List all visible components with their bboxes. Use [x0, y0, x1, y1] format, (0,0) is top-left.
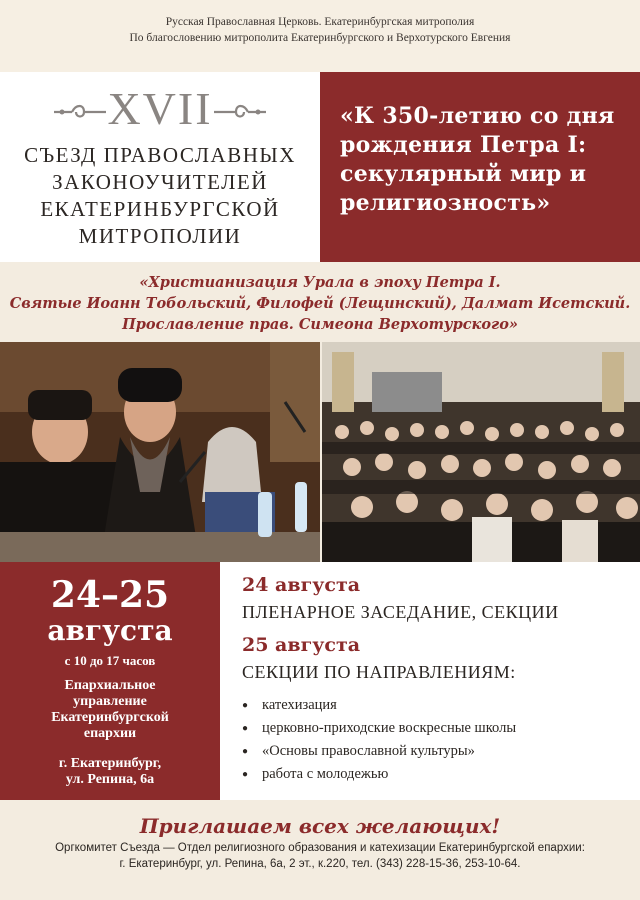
congress-title-block	[0, 72, 320, 262]
theme-line: религиозность»	[340, 190, 551, 216]
photo-audience	[322, 342, 640, 562]
congress-title-line: МИТРОПОЛИИ	[78, 224, 242, 248]
venue-line: Епархиальное	[64, 678, 156, 693]
photo-presidium	[0, 342, 320, 562]
right-ornament-icon	[212, 102, 268, 122]
photos-row	[0, 342, 640, 562]
congress-title-line: СЪЕЗД ПРАВОСЛАВНЫХ	[24, 143, 296, 167]
day2-date: 25 августа	[242, 634, 361, 656]
theme-line: секулярный мир и	[340, 161, 587, 187]
address-line: г. Екатеринбург,	[58, 756, 162, 771]
congress-title-line: ЗАКОНОУЧИТЕЛЕЙ	[52, 170, 268, 194]
section-item: ● «Основы православной культуры»	[242, 740, 640, 763]
subtitle-line: «Христианизация Урала в эпоху Петра I.	[139, 274, 501, 291]
subtitle-line: Святые Иоанн Тобольский, Филофей (Лещинский), Далмат Исетский.	[9, 295, 631, 312]
event-days: 24–25	[50, 574, 170, 616]
day1-text: ПЛЕНАРНОЕ ЗАСЕДАНИЕ, СЕКЦИИ	[242, 602, 559, 622]
section-item: ● катехизация	[242, 694, 640, 717]
top-header	[0, 0, 640, 72]
header-line-1: Русская Православная Церковь. Екатеринбургская митрополия	[165, 16, 475, 28]
section-item: ● церковно-приходские воскресные школы	[242, 717, 640, 740]
venue-line: епархии	[83, 726, 137, 741]
sections-list	[242, 694, 640, 786]
date-venue-block	[0, 562, 220, 800]
address-line: ул. Репина, 6а	[65, 772, 155, 787]
organizer-line: Оргкомитет Съезда — Отдел религиозного образования и катехизации Екатеринбургской епархии:	[55, 842, 585, 854]
audience-photo-image	[322, 342, 640, 562]
presidium-photo-image	[0, 342, 320, 562]
contact-line: г. Екатеринбург, ул. Репина, 6а, 2 эт., к.220, тел. (343) 228-15-36, 253-10-64.	[119, 858, 521, 870]
subtitle-block	[0, 262, 640, 342]
day2-text: СЕКЦИИ ПО НАПРАВЛЕНИЯМ:	[242, 662, 516, 682]
subtitle-line: Прославление прав. Симеона Верхотурского»	[122, 316, 518, 333]
venue-line: управление	[73, 694, 147, 709]
congress-title	[0, 142, 320, 250]
program-block	[220, 562, 640, 800]
congress-number-row	[0, 80, 320, 138]
event-time: с 10 до 17 часов	[64, 653, 156, 668]
event-month: августа	[47, 614, 173, 647]
left-ornament-icon	[52, 102, 108, 122]
footer	[0, 800, 640, 900]
section-item: ● работа с молодежью	[242, 763, 640, 786]
day1-date: 24 августа	[242, 574, 361, 596]
invitation: Приглашаем всех желающих!	[139, 814, 501, 838]
venue-name	[0, 678, 220, 788]
theme-line: «К 350-летию со дня	[340, 103, 615, 129]
congress-number: XVII	[107, 83, 213, 134]
header-line-2: По благословению митрополита Екатеринбургского и Верхотурского Евгения	[129, 32, 511, 44]
congress-title-line: ЕКАТЕРИНБУРГСКОЙ	[40, 197, 280, 221]
venue-line: Екатеринбургской	[51, 710, 169, 725]
theme-line: рождения Петра I:	[340, 132, 587, 158]
theme-block	[320, 72, 640, 262]
